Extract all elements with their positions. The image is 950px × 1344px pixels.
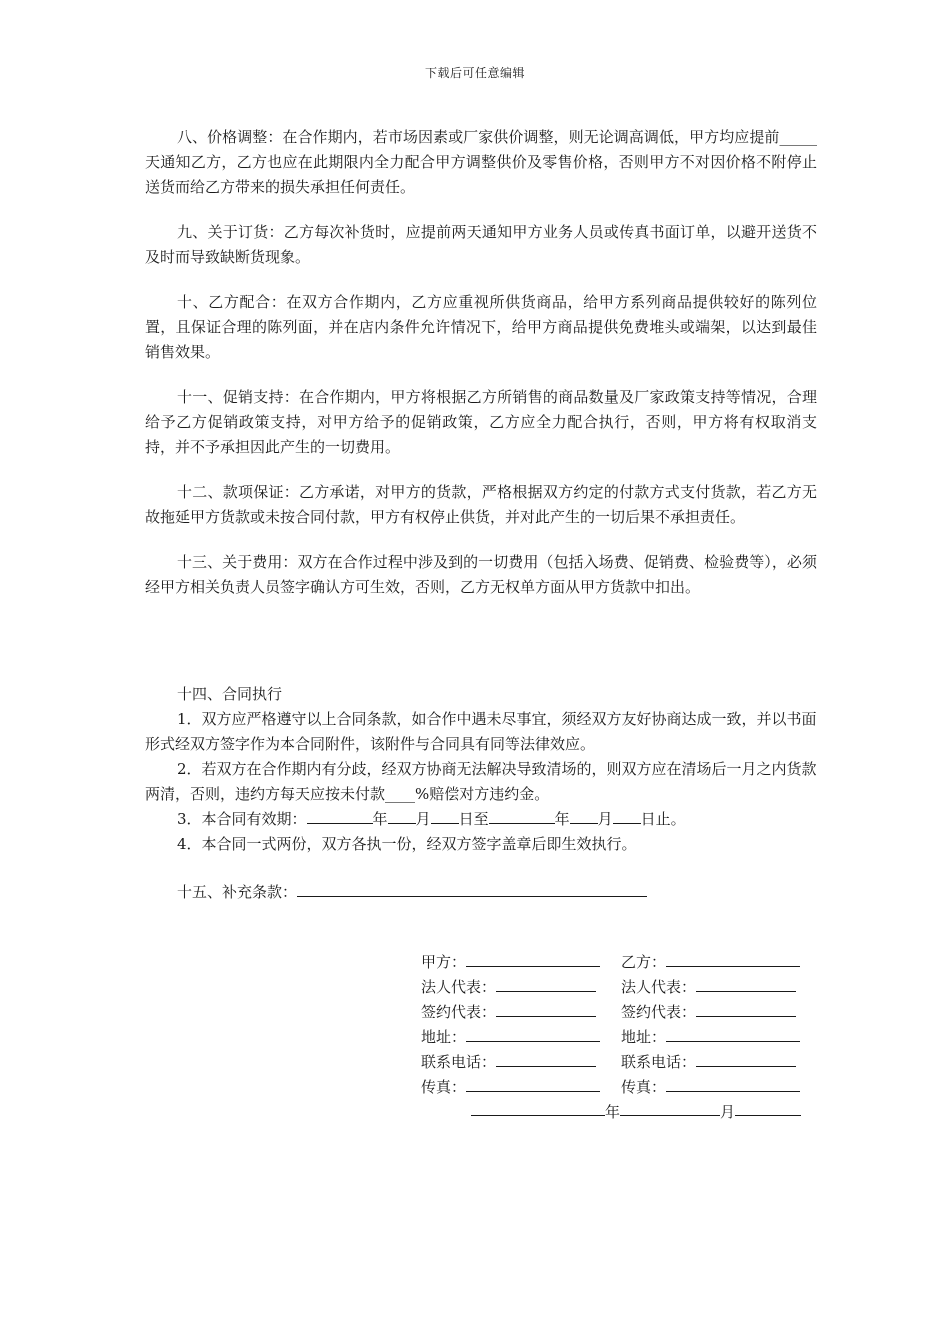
section-14-item-4: 4．本合同一式两份，双方各执一份，经双方签字盖章后即生效执行。	[177, 835, 637, 853]
section-14-item-3	[145, 807, 817, 832]
clause-13: 十三、关于费用：双方在合作过程中涉及到的一切费用（包括入场费、促销费、检验费等），必须经甲方相关负责人员签字确认方可生效，否则，乙方无权单方面从甲方货款中扣出。	[145, 553, 817, 596]
date-year-label: 年	[605, 1103, 621, 1121]
clause-11: 十一、促销支持：在合作期内，甲方将根据乙方所销售的商品数量及厂家政策支持等情况，合理给予乙方促销政策支持，对甲方给予的促销政策，乙方应全力配合执行，否则，甲方将有权取消支持，并不予承担因此产生的一切费用。	[145, 388, 817, 456]
date-row	[421, 1100, 821, 1125]
fax-a-blank[interactable]	[466, 1076, 600, 1092]
signing-rep-a-label: 签约代表：	[421, 1003, 497, 1021]
signature-row	[421, 975, 821, 1000]
phone-a-blank[interactable]	[496, 1051, 596, 1067]
party-a-blank[interactable]	[466, 951, 600, 967]
legal-rep-b-blank[interactable]	[696, 976, 796, 992]
start-month-blank[interactable]	[388, 808, 416, 824]
year2-label: 年	[554, 810, 570, 828]
signing-rep-a-blank[interactable]	[496, 1001, 596, 1017]
party-b-blank[interactable]	[666, 951, 800, 967]
phone-a-label: 联系电话：	[421, 1053, 497, 1071]
month-label: 月	[415, 810, 431, 828]
day-to-label: 日至	[458, 810, 489, 828]
page-header: 下载后可任意编辑	[424, 66, 525, 80]
supplementary-terms-blank[interactable]	[297, 881, 647, 897]
fax-b-blank[interactable]	[666, 1076, 800, 1092]
signing-rep-b-blank[interactable]	[696, 1001, 796, 1017]
signing-rep-b-label: 签约代表：	[621, 1003, 697, 1021]
section-14-item-1: 1．双方应严格遵守以上合同条款，如合作中遇未尽事宜，须经双方友好协商达成一致，并以书面形式经双方签字作为本合同附件，该附件与合同具有同等法律效应。	[145, 710, 817, 753]
address-b-label: 地址：	[621, 1028, 667, 1046]
validity-label: 3．本合同有效期：	[177, 810, 307, 828]
fax-b-label: 传真：	[621, 1078, 667, 1096]
signature-row	[421, 950, 821, 975]
clause-10: 十、乙方配合：在双方合作期内，乙方应重视所供货商品，给甲方系列商品提供较好的陈列位置，且保证合理的陈列面，并在店内条件允许情况下，给甲方商品提供免费堆头或端架，以达到最佳销售效果。	[145, 293, 817, 361]
section-14	[145, 682, 817, 857]
end-label: 日止。	[640, 810, 686, 828]
party-b-label: 乙方：	[621, 953, 667, 971]
date-year-blank[interactable]	[471, 1100, 605, 1116]
end-year-blank[interactable]	[489, 808, 555, 824]
start-year-blank[interactable]	[307, 808, 373, 824]
clause-9: 九、关于订货：乙方每次补货时，应提前两天通知甲方业务人员或传真书面订单，以避开送货不及时而导致缺断货现象。	[145, 223, 817, 266]
clause-list	[145, 125, 817, 600]
legal-rep-a-label: 法人代表：	[421, 978, 497, 996]
legal-rep-a-blank[interactable]	[496, 976, 596, 992]
fax-a-label: 传真：	[421, 1078, 467, 1096]
signature-row	[421, 1025, 821, 1050]
phone-b-label: 联系电话：	[621, 1053, 697, 1071]
address-a-label: 地址：	[421, 1028, 467, 1046]
legal-rep-b-label: 法人代表：	[621, 978, 697, 996]
signature-row	[421, 1000, 821, 1025]
section-14-item-2: 2．若双方在合作期内有分歧，经双方协商无法解决导致清场的，则双方应在清场后一月之内货款两清，否则，违约方每天应按未付款____%赔偿对方违约金。	[145, 760, 817, 803]
end-day-blank[interactable]	[613, 808, 641, 824]
date-month-blank[interactable]	[620, 1100, 720, 1116]
clause-12: 十二、款项保证：乙方承诺，对甲方的货款，严格根据双方约定的付款方式支付货款，若乙方无故拖延甲方货款或未按合同付款，甲方有权停止供货，并对此产生的一切后果不承担责任。	[145, 483, 817, 526]
signature-row	[421, 1050, 821, 1075]
address-b-blank[interactable]	[666, 1026, 800, 1042]
address-a-blank[interactable]	[466, 1026, 600, 1042]
end-month-blank[interactable]	[570, 808, 598, 824]
section-14-title: 十四、合同执行	[177, 685, 283, 703]
month2-label: 月	[597, 810, 613, 828]
phone-b-blank[interactable]	[696, 1051, 796, 1067]
section-15	[177, 880, 647, 905]
date-month-label: 月	[720, 1103, 736, 1121]
supplementary-terms-label: 十五、补充条款：	[177, 883, 298, 901]
year-label: 年	[372, 810, 388, 828]
party-a-label: 甲方：	[421, 953, 467, 971]
clause-8: 八、价格调整：在合作期内，若市场因素或厂家供价调整，则无论调高调低，甲方均应提前_____天通知乙方，乙方也应在此期限内全力配合甲方调整供价及零售价格，否则甲方不对因价格不附停止送货而给乙方带来的损失承担任何责任。	[145, 128, 817, 196]
start-day-blank[interactable]	[431, 808, 459, 824]
date-day-blank[interactable]	[735, 1100, 801, 1116]
signature-block	[421, 950, 821, 1125]
signature-row	[421, 1075, 821, 1100]
